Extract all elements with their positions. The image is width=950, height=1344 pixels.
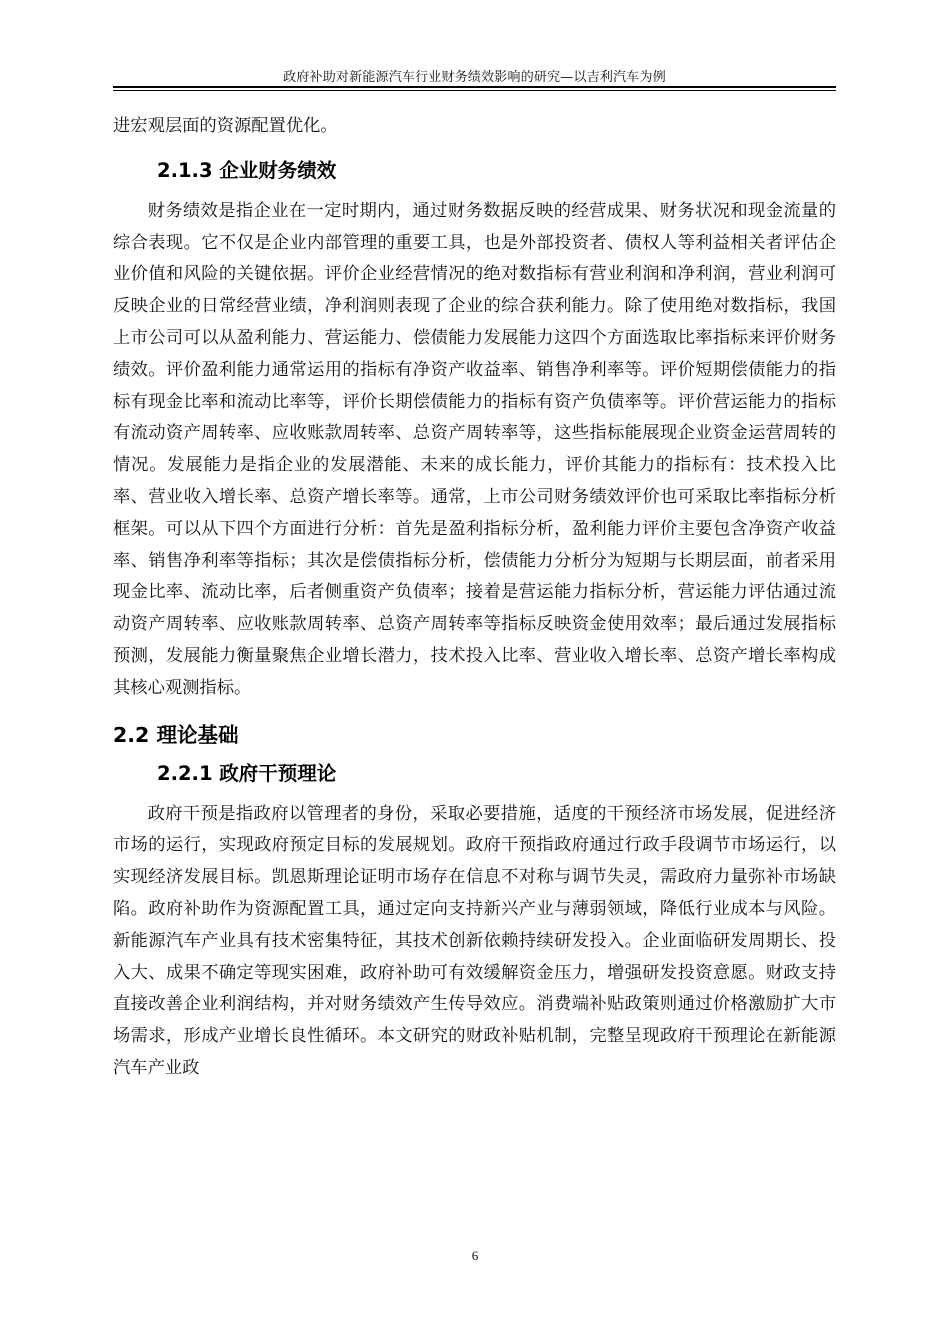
- page-number: 6: [471, 1248, 479, 1263]
- continuation-paragraph: 进宏观层面的资源配置优化。: [113, 116, 338, 136]
- header-rule-thick: [113, 86, 836, 88]
- running-header: 政府补助对新能源汽车行业财务绩效影响的研究—以吉利汽车为例: [283, 70, 666, 85]
- header-rule-thin: [113, 90, 836, 91]
- paragraph-government-intervention: 政府干预是指政府以管理者的身份，采取必要措施，适度的干预经济市场发展，促进经济市场的运行，实现政府预定目标的发展规划。政府干预指政府通过行政手段调节市场运行，以实现经济发展目标。凯恩斯理论证明市场存在信息不对称与调节失灵，需政府力量弥补市场缺陷。政府补助作为资源配置工具，通过定向支持新兴产业与薄弱领域，降低行业成本与风险。新能源汽车产业具有技术密集特征，其技术创新依赖持续研发投入。企业面临研发周期长、投入大、成果不确定等现实困难，政府补助可有效缓解资金压力，增强研发投资意愿。财政支持直接改善企业利润结构，并对财务绩效产生传导效应。消费端补贴政策则通过价格激励扩大市场需求，形成产业增长良性循环。本文研究的财政补贴机制，完整呈现政府干预理论在新能源汽车产业政: [113, 803, 836, 1078]
- section-heading-2-2-1: 2.2.1 政府干预理论: [157, 761, 337, 785]
- section-heading-2-1-3: 2.1.3 企业财务绩效: [157, 158, 337, 182]
- document-body: [113, 111, 836, 1085]
- section-heading-2-2: 2.2 理论基础: [113, 722, 239, 747]
- paragraph-financial-performance: 财务绩效是指企业在一定时期内，通过财务数据反映的经营成果、财务状况和现金流量的综合表现。它不仅是企业内部管理的重要工具，也是外部投资者、债权人等利益相关者评估企业价值和风险的关键依据。评价企业经营情况的绝对数指标有营业利润和净利润，营业利润可反映企业的日常经营业绩，净利润则表现了企业的综合获利能力。除了使用绝对数指标，我国上市公司可以从盈利能力、营运能力、偿债能力发展能力这四个方面选取比率指标来评价财务绩效。评价盈利能力通常运用的指标有净资产收益率、销售净利率等。评价短期偿债能力的指标有现金比率和流动比率等，评价长期偿债能力的指标有资产负债率等。评价营运能力的指标有流动资产周转率、应收账款周转率、总资产周转率等，这些指标能展现企业资金运营周转的情况。发展能力是指企业的发展潜能、未来的成长能力，评价其能力的指标有：技术投入比率、营业收入增长率、总资产增长率等。通常，上市公司财务绩效评价也可采取比率指标分析框架。可以从下四个方面进行分析：首先是盈利指标分析，盈利能力评价主要包含净资产收益率、销售净利率等指标；其次是偿债指标分析，偿债能力分析分为短期与长期层面，前者采用现金比率、流动比率，后者侧重资产负债率；接着是营运能力指标分析，营运能力评估通过流动资产周转率、应收账款周转率、总资产周转率等指标反映资金使用效率；最后通过发展指标预测，发展能力衡量聚焦企业增长潜力，技术投入比率、营业收入增长率、总资产增长率构成其核心观测指标。: [113, 200, 836, 698]
